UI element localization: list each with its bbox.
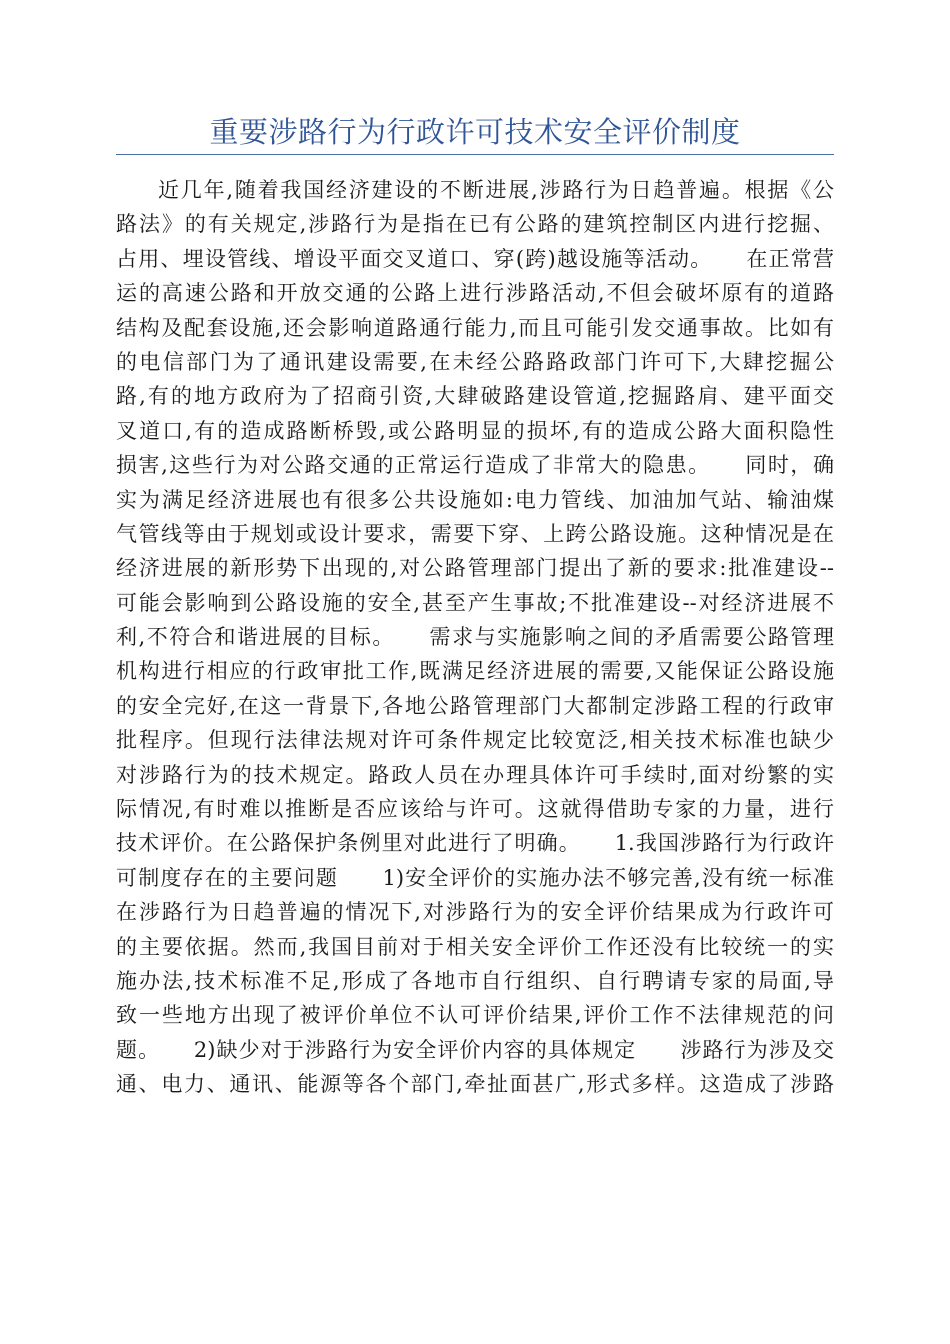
text-line: 际情况,有时难以推断是否应该给与许可。这就得借助专家的力量，进行 [116, 797, 834, 822]
text-line: 可能会影响到公路设施的安全,甚至产生事故;不批准建设--对经济进展不 [116, 590, 834, 615]
text-line: 机构进行相应的行政审批工作,既满足经济进展的需要,又能保证公路设施 [116, 659, 834, 684]
text-line: 施办法,技术标准不足,形成了各地市自行组织、自行聘请专家的局面,导 [116, 968, 834, 993]
document-title: 重要涉路行为行政许可技术安全评价制度 [209, 115, 741, 149]
text-line: 近几年,随着我国经济建设的不断进展,涉路行为日趋普遍。根据《公 [158, 178, 834, 202]
text-line: 对涉路行为的技术规定。路政人员在办理具体许可手续时,面对纷繁的实 [116, 762, 834, 787]
text-line: 叉道口,有的造成路断桥毁,或公路明显的损坏,有的造成公路大面积隐性 [116, 418, 834, 443]
text-line: 技术评价。在公路保护条例里对此进行了明确。 1.我国涉路行为行政许 [116, 831, 834, 856]
text-line: 气管线等由于规划或设计要求，需要下穿、上跨公路设施。这种情况是在 [116, 521, 834, 546]
document-body [116, 173, 834, 1102]
text-line: 经济进展的新形势下出现的,对公路管理部门提出了新的要求:批准建设-- [116, 556, 834, 581]
text-line: 的主要依据。然而,我国目前对于相关安全评价工作还没有比较统一的实 [116, 934, 834, 959]
text-line: 的电信部门为了通讯建设需要,在未经公路路政部门许可下,大肆挖掘公 [116, 349, 834, 374]
text-line: 的安全完好,在这一背景下,各地公路管理部门大都制定涉路工程的行政审 [116, 693, 834, 718]
text-line: 可制度存在的主要问题 1)安全评价的实施办法不够完善,没有统一标准 [116, 865, 834, 890]
text-line: 利,不符合和谐进展的目标。 需求与实施影响之间的矛盾需要公路管理 [116, 625, 834, 650]
text-line: 损害,这些行为对公路交通的正常运行造成了非常大的隐患。 同时，确 [116, 453, 834, 478]
text-line: 致一些地方出现了被评价单位不认可评价结果,评价工作不法律规范的问 [116, 1003, 834, 1028]
text-line: 批程序。但现行法律法规对许可条件规定比较宽泛,相关技术标准也缺少 [116, 728, 834, 753]
title-underline [116, 154, 834, 155]
text-line: 结构及配套设施,还会影响道路通行能力,而且可能引发交通事故。比如有 [116, 315, 834, 340]
text-line: 占用、埋设管线、增设平面交叉道口、穿(跨)越设施等活动。 在正常营 [116, 246, 834, 271]
text-line: 题。 2)缺少对于涉路行为安全评价内容的具体规定 涉路行为涉及交 [116, 1037, 834, 1062]
text-line: 路,有的地方政府为了招商引资,大肆破路建设管道,挖掘路肩、建平面交 [116, 384, 834, 409]
text-line: 路法》的有关规定,涉路行为是指在已有公路的建筑控制区内进行挖掘、 [116, 212, 834, 237]
text-line: 实为满足经济进展也有很多公共设施如:电力管线、加油加气站、输油煤 [116, 487, 834, 512]
text-line: 通、电力、通讯、能源等各个部门,牵扯面甚广,形式多样。这造成了涉路 [116, 1072, 834, 1097]
text-line: 在涉路行为日趋普遍的情况下,对涉路行为的安全评价结果成为行政许可 [116, 900, 834, 925]
text-line: 运的高速公路和开放交通的公路上进行涉路活动,不但会破坏原有的道路 [116, 281, 834, 306]
